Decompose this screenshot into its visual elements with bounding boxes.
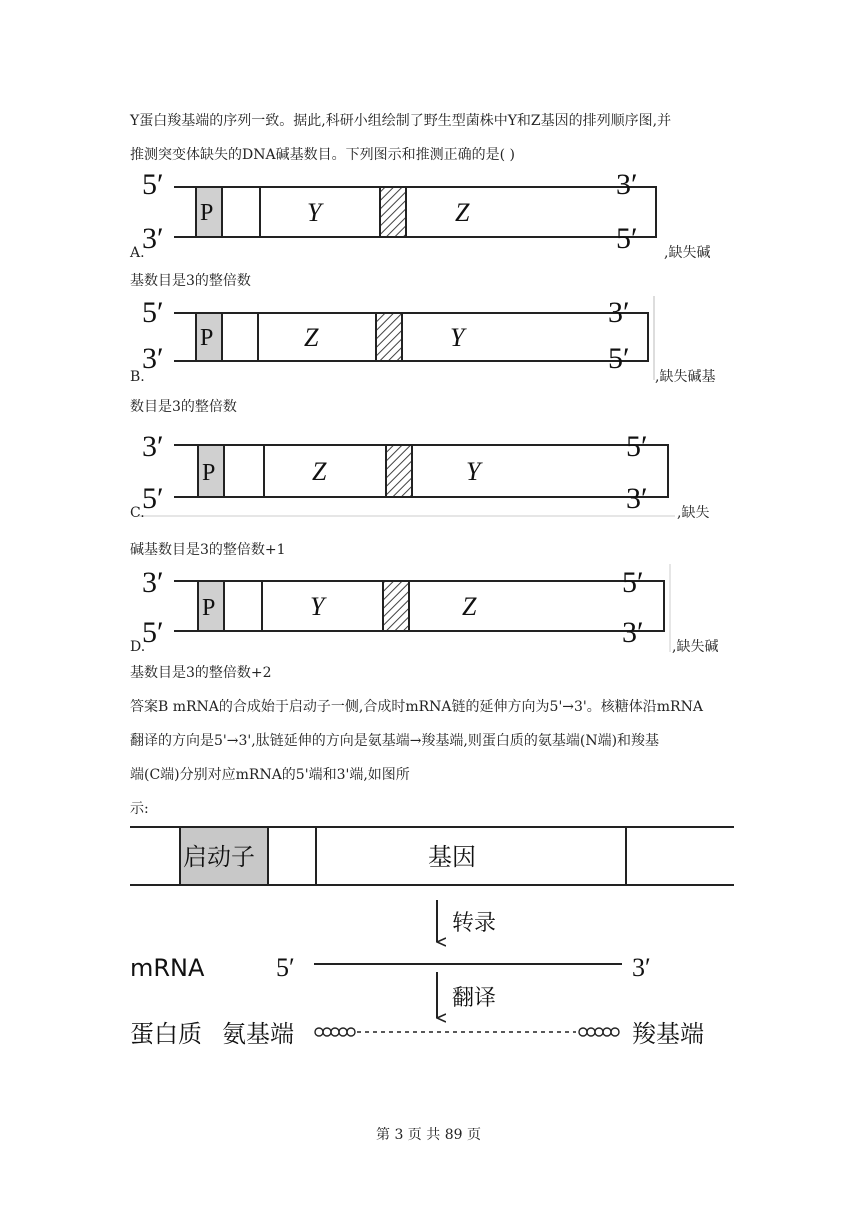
option-b-letter: B. — [130, 369, 145, 385]
answer-line-4: 示: — [130, 801, 149, 817]
mrna-three-prime-label: 3′ — [632, 953, 651, 982]
option-d-letter: D. — [130, 639, 146, 655]
option-b-promoter-label: P — [200, 325, 214, 351]
option-a-top-right-label: 3′ — [616, 168, 638, 201]
option-a-gene2-label: Z — [455, 198, 470, 227]
option-b-top-left-label: 5′ — [142, 296, 164, 329]
option-d-diagram — [130, 564, 690, 660]
option-c-promoter-label: P — [202, 460, 216, 486]
translation-label: 翻译 — [452, 986, 497, 1011]
option-d-top-right-label: 5′ — [622, 566, 644, 599]
answer-line-2: 翻译的方向是5'→3',肽链延伸的方向是氨基端→羧基端,则蛋白质的氨基端(N端)和羧基 — [130, 733, 660, 749]
option-b-diagram — [130, 296, 690, 386]
gene-label: 基因 — [428, 843, 476, 871]
option-a-tail-1: ,缺失碱 — [664, 245, 711, 261]
transcription-label: 转录 — [452, 911, 497, 936]
option-d-bottom-left-label: 5′ — [142, 616, 164, 649]
option-c-bottom-left-label: 5′ — [142, 482, 164, 515]
option-b-bottom-right-label: 5′ — [608, 342, 630, 375]
option-a-bottom-left-label: 3′ — [142, 222, 164, 255]
option-a-diagram — [130, 170, 690, 260]
option-a-bottom-right-label: 5′ — [616, 222, 638, 255]
option-b-top-right-label: 3′ — [608, 296, 630, 329]
answer-line-1: 答案B mRNA的合成始于启动子一侧,合成时mRNA链的延伸方向为5'→3'。核糖体沿mRNA — [130, 699, 703, 715]
mrna-five-prime-label: 5′ — [276, 953, 295, 982]
option-c-tail-2: 碱基数目是3的整倍数+1 — [130, 542, 286, 558]
option-b-gene1-label: Z — [304, 323, 319, 352]
option-d-tail-2: 基数目是3的整倍数+2 — [130, 665, 272, 681]
option-a-promoter-label: P — [200, 200, 214, 226]
option-d-top-left-label: 3′ — [142, 566, 164, 599]
option-c-gene2-label: Y — [466, 457, 481, 486]
question-line-1: Y蛋白羧基端的序列一致。据此,科研小组绘制了野生型菌株中Y和Z基因的排列顺序图,并 — [130, 113, 672, 129]
option-c-diagram — [130, 428, 690, 524]
option-c-top-right-label: 5′ — [626, 430, 648, 463]
protein-label: 蛋白质 — [130, 1020, 202, 1048]
promoter-label: 启动子 — [183, 843, 255, 871]
option-a-tail-2: 基数目是3的整倍数 — [130, 273, 251, 289]
question-line-2: 推测突变体缺失的DNA碱基数目。下列图示和推测正确的是( ) — [130, 147, 515, 163]
option-c-bottom-right-label: 3′ — [626, 482, 648, 515]
answer-line-3: 端(C端)分别对应mRNA的5'端和3'端,如图所 — [130, 767, 410, 783]
option-b-tail-1: ,缺失碱基 — [655, 369, 716, 385]
option-c-letter: C. — [130, 505, 145, 521]
option-d-promoter-label: P — [202, 595, 216, 621]
peptide-chain — [315, 1028, 619, 1036]
option-a-gene1-label: Y — [307, 198, 322, 227]
option-c-tail-1: ,缺失 — [677, 505, 710, 521]
mrna-label: mRNA — [130, 954, 205, 982]
option-d-tail-1: ,缺失碱 — [672, 639, 719, 655]
option-b-gene2-label: Y — [450, 323, 465, 352]
option-d-bottom-right-label: 3′ — [622, 616, 644, 649]
option-c-gene1-label: Z — [312, 457, 327, 486]
option-b-bottom-left-label: 3′ — [142, 342, 164, 375]
option-a-letter: A. — [130, 245, 145, 261]
option-b-tail-2: 数目是3的整倍数 — [130, 399, 237, 415]
option-d-gene1-label: Y — [310, 592, 325, 621]
option-c-top-left-label: 3′ — [142, 430, 164, 463]
carboxyl-end-label: 羧基端 — [632, 1020, 704, 1048]
amino-end-label: 氨基端 — [222, 1020, 294, 1048]
page-number: 第 3 页 共 89 页 — [376, 1127, 481, 1143]
option-a-top-left-label: 5′ — [142, 168, 164, 201]
option-d-gene2-label: Z — [462, 592, 477, 621]
transcription-translation-figure — [128, 820, 738, 1060]
